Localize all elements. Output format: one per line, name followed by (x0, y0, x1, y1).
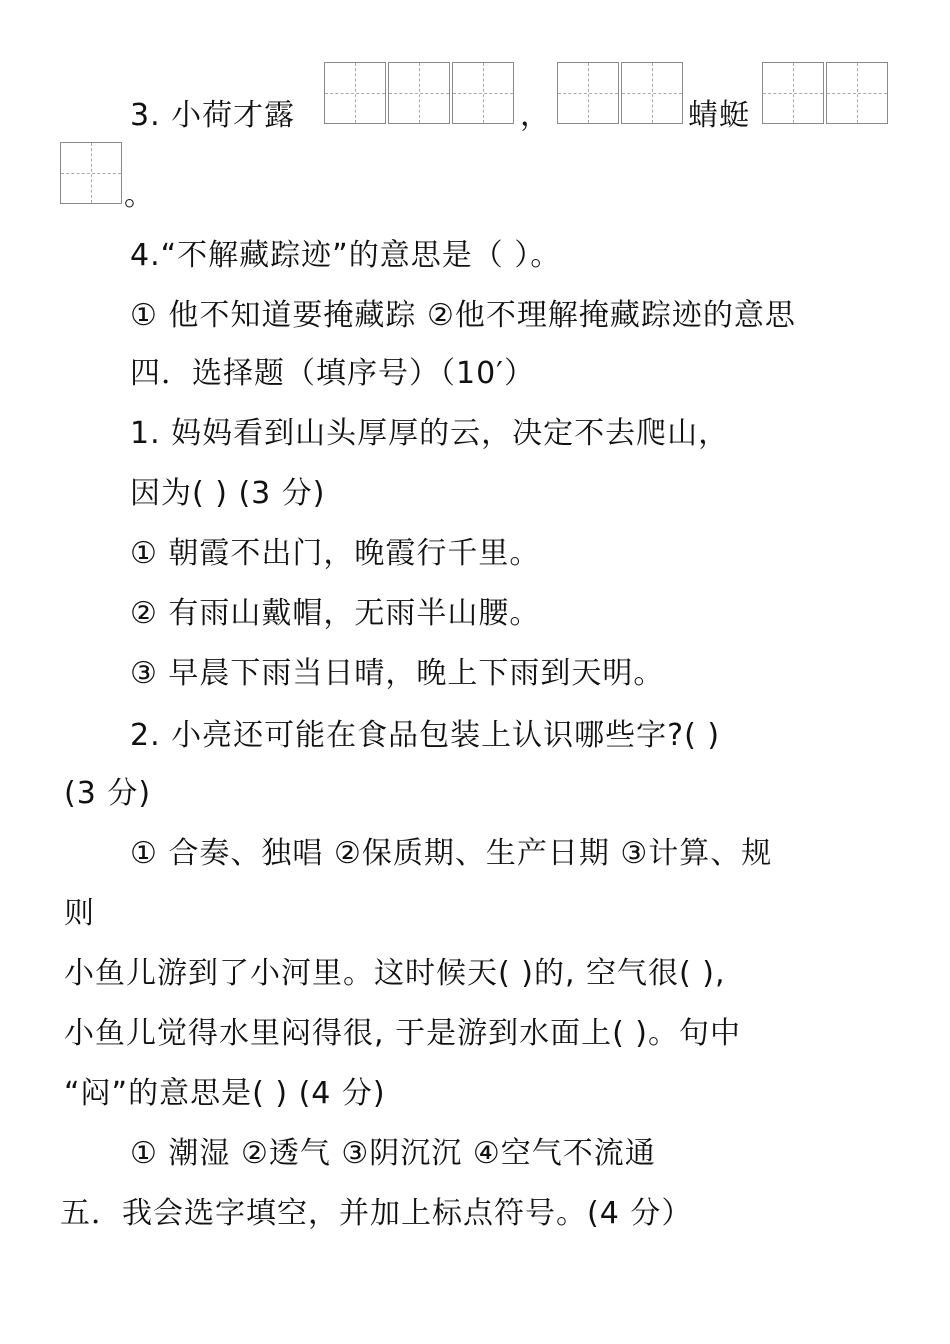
grid-cell[interactable] (388, 62, 450, 124)
grid-cell[interactable] (762, 62, 824, 124)
grid-cell[interactable] (557, 62, 619, 124)
q3-comma: ， (520, 98, 551, 133)
q3-text-part2: 蜻蜓 (688, 98, 750, 133)
grid-cell[interactable] (452, 62, 514, 124)
s4-q2-line1: 2. 小亮还可能在食品包装上认识哪些字?( ) (130, 718, 721, 753)
s4-q1-option1: ① 朝霞不出门，晚霞行千里。 (130, 536, 541, 571)
answer-grid-3[interactable] (762, 62, 890, 124)
s4-q3-options: ① 潮湿 ②透气 ③阴沉沉 ④空气不流通 (130, 1136, 656, 1171)
s4-q1-option2: ② 有雨山戴帽，无雨半山腰。 (130, 596, 541, 631)
s4-q1-option3: ③ 早晨下雨当日晴，晚上下雨到天明。 (130, 656, 665, 691)
grid-cell[interactable] (324, 62, 386, 124)
s4-q3-line3: “闷”的意思是( ) (4 分) (64, 1076, 386, 1111)
s4-q3-line1: 小鱼儿游到了小河里。这时候天( )的, 空气很( ), (64, 956, 726, 991)
q3-period: 。 (124, 178, 155, 213)
q4-options: ① 他不知道要掩藏踪 ②他不理解掩藏踪迹的意思 (130, 298, 796, 333)
grid-cell[interactable] (621, 62, 683, 124)
s4-q2-line2: (3 分) (64, 776, 152, 811)
grid-cell[interactable] (60, 142, 122, 204)
s4-q1-line1: 1. 妈妈看到山头厚厚的云，决定不去爬山， (130, 416, 730, 451)
q3-text-part1: 3. 小荷才露 (130, 98, 296, 133)
s4-q2-options-line2: 则 (64, 896, 95, 931)
answer-grid-1[interactable] (324, 62, 516, 124)
answer-grid-4[interactable] (60, 142, 124, 204)
q4-question: 4.“不解藏踪迹”的意思是（ ）。 (130, 238, 562, 273)
s4-q1-line2: 因为( ) (3 分) (130, 476, 326, 511)
s4-q2-options-line1: ① 合奏、独唱 ②保质期、生产日期 ③计算、规 (130, 836, 773, 871)
grid-cell[interactable] (826, 62, 888, 124)
answer-grid-2[interactable] (557, 62, 685, 124)
section5-title: 五．我会选字填空，并加上标点符号。(4 分） (60, 1196, 693, 1231)
s4-q3-line2: 小鱼儿觉得水里闷得很, 于是游到水面上( )。句中 (64, 1016, 742, 1051)
section4-title: 四．选择题（填序号）（10′） (130, 356, 535, 391)
